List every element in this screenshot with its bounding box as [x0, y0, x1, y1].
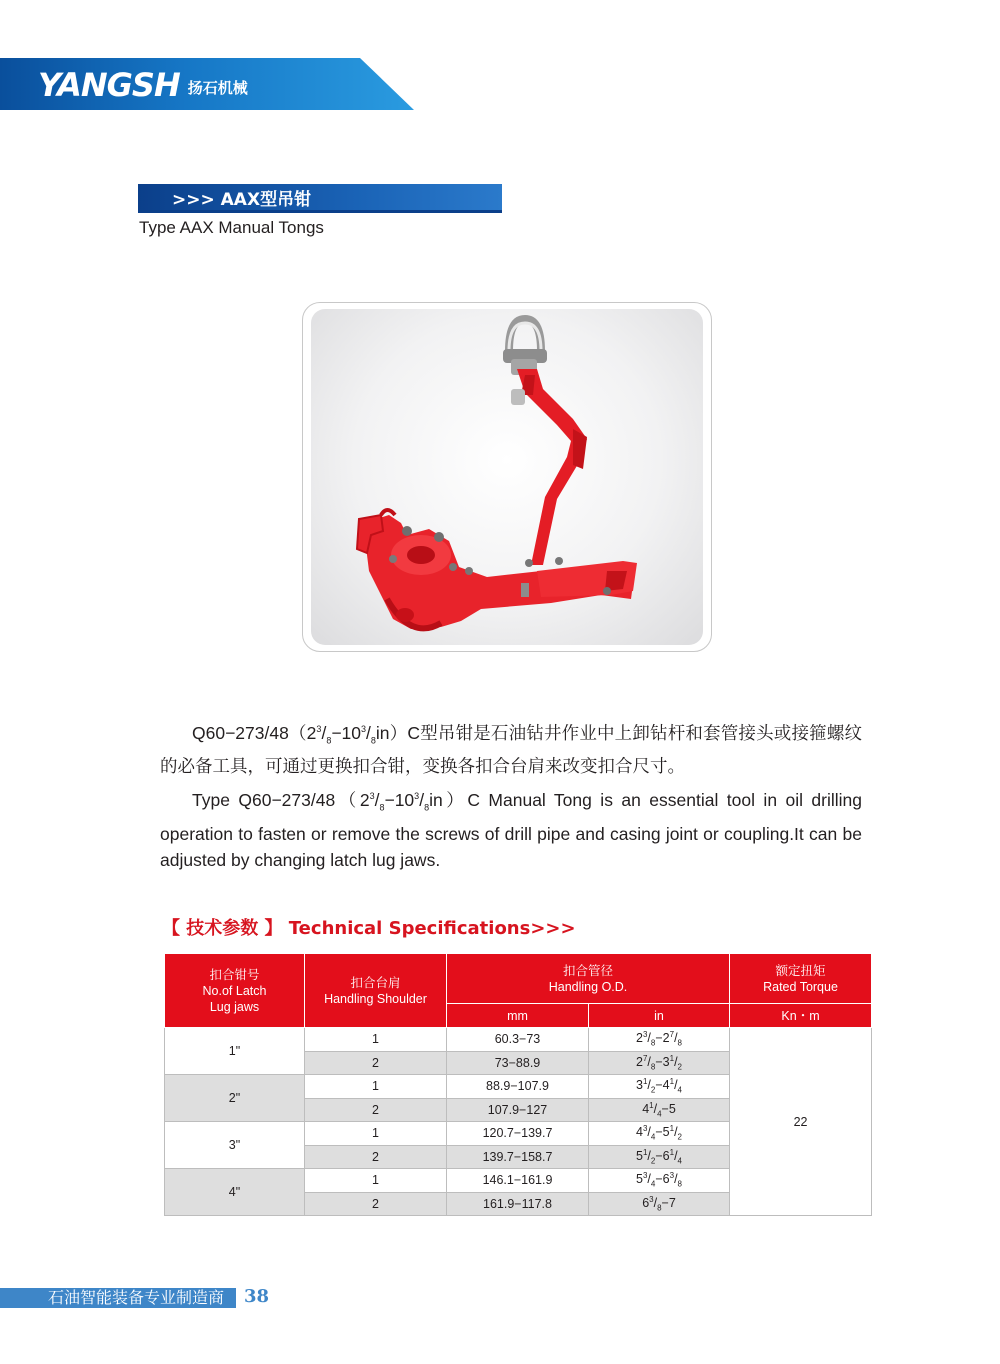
section-subtitle: Type AAX Manual Tongs: [139, 218, 324, 237]
inch-whole: 2: [636, 1031, 643, 1046]
header-mm: mm: [447, 1004, 589, 1028]
section-title-bar: [138, 184, 502, 210]
fraction-den: 8: [650, 1039, 656, 1049]
footer-text: 石油智能装备专业制造商: [48, 1288, 225, 1307]
od-mm-cell: 146.1−161.9: [447, 1169, 589, 1193]
inch-whole: 7: [668, 1196, 676, 1211]
header-in: in: [589, 1004, 730, 1028]
header-od-en: Handling O.D.: [548, 979, 628, 994]
od-mm-cell: 139.7−158.7: [447, 1145, 589, 1169]
shoulder-cell: 1: [305, 1122, 447, 1146]
header-od: [447, 954, 730, 1004]
inch-whole: 6: [662, 1149, 670, 1164]
description-cn-tail: in）C型吊钳是石油钻井作业中上卸钻杆和套管接头或接箍螺纹的必备工具，可通过更换扣合钳，变换各扣合台肩来改变扣合尺寸。: [160, 722, 862, 777]
section-underline: [138, 210, 502, 213]
header-shoulder-en: Handling Shoulder: [324, 991, 427, 1006]
fraction-den: 2: [650, 1086, 656, 1096]
product-photo: [311, 309, 703, 645]
header-torque: [730, 954, 872, 1004]
header-od-cn: 扣合管径: [563, 963, 614, 978]
inch-whole: 4: [662, 1078, 670, 1093]
description-en-tail: in）C Manual Tong is an essential tool in oil drilling operation to fasten or remove the screws of drill pipe and casing joint or coupling.It can be adjusted by changing latch lug jaws.: [160, 790, 863, 870]
description-en-lead: Type Q60−273/48（2: [192, 790, 370, 811]
fraction-num: 1: [649, 1100, 654, 1110]
section-title: >>> AAX型吊钳: [172, 189, 312, 210]
inch-whole: 3: [636, 1078, 643, 1093]
header-latch-en2: Lug jaws: [209, 999, 260, 1014]
header-torque-cn: 额定扭矩: [775, 963, 826, 978]
page-number: 38: [244, 1286, 270, 1307]
od-in-cell: $4^3/_4-5^1/_2$: [589, 1122, 730, 1146]
fraction-den: 8: [326, 735, 332, 746]
shoulder-cell: 2: [305, 1051, 447, 1075]
od-in-cell: $6^3/_8-7$: [589, 1192, 730, 1216]
fraction-num: 3: [642, 1030, 648, 1040]
inch-whole: 6: [662, 1172, 670, 1187]
fraction-num: 1: [669, 1077, 675, 1087]
fraction-den: 2: [650, 1156, 656, 1166]
od-in-cell: $2^3/_8-2^7/_8$: [589, 1028, 730, 1052]
shoulder-cell: 2: [305, 1098, 447, 1122]
od-mm-cell: 107.9−127: [447, 1098, 589, 1122]
fraction-num: 3: [369, 791, 375, 802]
fraction-den: 2: [677, 1062, 682, 1072]
fraction-num: 3: [642, 1124, 648, 1134]
header-torque-en: Rated Torque: [763, 979, 838, 994]
fraction-den: 8: [424, 802, 430, 813]
fraction-den: 4: [677, 1156, 682, 1166]
header-latch: [165, 954, 305, 1028]
table-row: [165, 1028, 872, 1052]
fraction-num: 1: [642, 1147, 648, 1157]
specs-heading: 【 技术参数 】 Technical Specifications>>>: [162, 918, 576, 939]
fraction-num: 1: [642, 1077, 648, 1087]
lug-jaw-cell: 2": [165, 1075, 305, 1122]
fraction-num: 7: [669, 1030, 675, 1040]
od-mm-cell: 73−88.9: [447, 1051, 589, 1075]
inch-whole: 4: [642, 1102, 650, 1117]
shoulder-cell: 1: [305, 1075, 447, 1099]
fraction-den: 8: [650, 1062, 656, 1072]
fraction-num: 3: [669, 1171, 675, 1181]
range-separator: −: [655, 1031, 663, 1046]
inch-whole: 6: [642, 1196, 650, 1211]
brand-name: YANGSH: [38, 66, 180, 104]
header-shoulder: [305, 954, 447, 1028]
fraction-den: 4: [650, 1133, 656, 1143]
fraction-den: 4: [657, 1109, 662, 1119]
product-description: [160, 716, 862, 873]
fraction-den: 4: [650, 1180, 656, 1190]
specs-table: [164, 953, 872, 1216]
fraction-den: 8: [677, 1180, 682, 1190]
fraction-den: 8: [370, 735, 376, 746]
od-mm-cell: 161.9−117.8: [447, 1192, 589, 1216]
header-shoulder-cn: 扣合台肩: [350, 975, 401, 990]
od-in-cell: $3^1/_2-4^1/_4$: [589, 1075, 730, 1099]
description-cn: $Q60-273/48(2^3/_8-10^3/_8in)C$型吊钳是石油钻井作业中上卸钻杆和套管接头或接箍螺纹的必备工具，可通过更换扣合钳，变换各扣合台肩来改变扣合尺寸。: [160, 722, 862, 777]
fraction-num: 3: [642, 1171, 648, 1181]
description-cn-mid: −10: [331, 722, 362, 743]
brand-name-cn: 扬石机械: [187, 79, 248, 97]
od-in-cell: $5^1/_2-6^1/_4$: [589, 1145, 730, 1169]
range-separator: −: [655, 1078, 663, 1093]
shoulder-cell: 2: [305, 1192, 447, 1216]
header-torque-unit: Kn・m: [730, 1004, 872, 1028]
fraction-num: 1: [669, 1053, 675, 1063]
description-cn-lead: Q60−273/48（2: [192, 722, 317, 743]
range-separator: −: [661, 1196, 669, 1211]
specs-table-body: [165, 1028, 872, 1216]
fraction-num: 7: [642, 1053, 648, 1063]
od-mm-cell: 120.7−139.7: [447, 1122, 589, 1146]
manual-tong-illustration: [311, 309, 703, 645]
shoulder-cell: 1: [305, 1169, 447, 1193]
inch-whole: 2: [636, 1055, 643, 1070]
lug-jaw-cell: 4": [165, 1169, 305, 1216]
range-separator: −: [655, 1172, 663, 1187]
product-photo-frame: [302, 302, 712, 652]
description-en: Type $Q60-273/48(2^3/_8-10^3/_8in)C$ Manual Tong is an essential tool in oil drilling operation to fasten or remove the screws of drill pipe and casing joint or coupling.It can be adjusted by changing latch lug jaws.: [160, 790, 863, 870]
od-in-cell: $2^7/_8-3^1/_2$: [589, 1051, 730, 1075]
od-in-cell: $5^3/_4-6^3/_8$: [589, 1169, 730, 1193]
od-in-cell: $4^1/_4-5$: [589, 1098, 730, 1122]
range-separator: −: [655, 1125, 663, 1140]
fraction-den: 8: [379, 802, 385, 813]
od-mm-cell: 88.9−107.9: [447, 1075, 589, 1099]
lug-jaw-cell: 3": [165, 1122, 305, 1169]
fraction-num: 1: [669, 1147, 675, 1157]
fraction-den: 8: [677, 1039, 682, 1049]
range-separator: −: [655, 1149, 663, 1164]
fraction-den: 2: [677, 1133, 682, 1143]
inch-whole: 5: [662, 1125, 670, 1140]
inch-whole: 5: [636, 1149, 643, 1164]
header-latch-en1: No.of Latch: [202, 983, 267, 998]
fraction-num: 3: [414, 791, 420, 802]
inch-whole: 3: [662, 1055, 670, 1070]
inch-whole: 5: [668, 1102, 676, 1117]
shoulder-cell: 1: [305, 1028, 447, 1052]
header-latch-cn: 扣合钳号: [209, 967, 260, 982]
shoulder-cell: 2: [305, 1145, 447, 1169]
fraction-num: 3: [361, 724, 367, 734]
rated-torque-cell: 22: [730, 1028, 872, 1216]
fraction-den: 8: [657, 1203, 662, 1213]
range-separator: −: [661, 1102, 669, 1117]
fraction-num: 1: [669, 1124, 675, 1134]
fraction-num: 3: [316, 724, 322, 734]
od-mm-cell: 60.3−73: [447, 1028, 589, 1052]
brand-logo: [38, 66, 248, 102]
inch-whole: 4: [636, 1125, 643, 1140]
inch-whole: 2: [662, 1031, 670, 1046]
lug-jaw-cell: 1": [165, 1028, 305, 1075]
fraction-num: 3: [649, 1194, 654, 1204]
inch-whole: 5: [636, 1172, 643, 1187]
range-separator: −: [655, 1055, 663, 1070]
fraction-den: 4: [677, 1086, 682, 1096]
description-en-mid: −10: [384, 790, 415, 811]
